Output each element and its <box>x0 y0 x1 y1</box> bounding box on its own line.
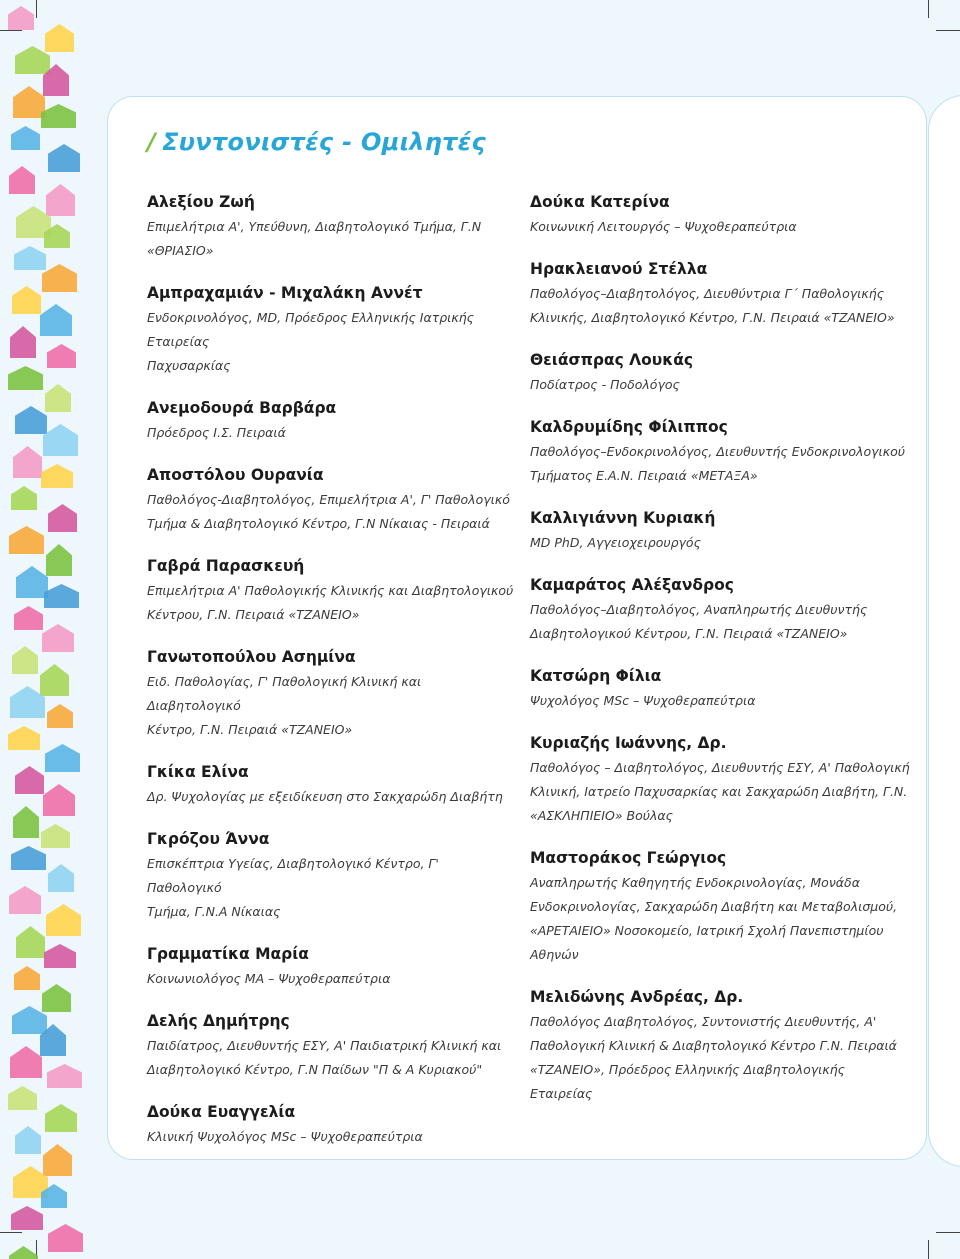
house-shape <box>45 384 71 412</box>
speaker-name: Δούκα Ευαγγελία <box>147 1103 296 1121</box>
house-shape <box>12 646 38 674</box>
house-shape <box>47 344 76 368</box>
speaker-name: Κυριαζής Ιωάννης, Δρ. <box>530 734 727 752</box>
speaker-name: Γκρόζου Άννα <box>147 830 270 848</box>
house-shape <box>42 624 74 652</box>
speaker-entry <box>530 575 910 646</box>
house-shape <box>9 1246 38 1259</box>
house-shape <box>48 504 77 532</box>
house-shape <box>13 806 39 838</box>
house-shape <box>9 166 35 194</box>
house-shape <box>42 264 77 292</box>
speaker-entry <box>147 829 517 924</box>
speaker-affiliation: MD PhD, Αγγειοχειρουργός <box>530 535 701 550</box>
speaker-affiliation: Ενδοκρινολόγος, MD, Πρόεδρος Ελληνικής Ιατρικής Εταιρείας Παχυσαρκίας <box>147 310 475 373</box>
speaker-name: Αποστόλου Ουρανία <box>147 466 324 484</box>
speaker-affiliation: Παθολόγος-Διαβητολόγος, Επιμελήτρια Α', Γ' Παθολογικό Τμήμα & Διαβητολογικό Κέντρο, Γ.Ν Νίκαιας - Πειραιά <box>147 492 510 531</box>
house-shape <box>45 1104 77 1132</box>
speaker-affiliation: Παθολόγος–Διαβητολόγος, Διευθύντρια Γ΄ Παθολογικής Κλινικής, Διαβητολογικό Κέντρο, Γ.Ν. Πειραιά «ΤΖΑΝΕΙΟ» <box>530 286 895 325</box>
speaker-name: Καλλιγιάννη Κυριακή <box>530 509 716 527</box>
house-shape <box>41 464 73 488</box>
speaker-entry <box>147 1102 517 1149</box>
speaker-affiliation: Παθολόγος–Ενδοκρινολόγος, Διευθυντής Ενδοκρινολογικού Τμήματος Ε.Α.Ν. Πειραιά «ΜΕΤΑΞΑ» <box>530 444 905 483</box>
speaker-name: Γκίκα Ελίνα <box>147 763 249 781</box>
house-shape <box>48 144 80 172</box>
speaker-entry <box>147 192 517 263</box>
house-shape <box>10 1046 42 1078</box>
speaker-affiliation: Παθολόγος – Διαβητολόγος, Διευθυντής ΕΣΥ, Α' Παθολογική Κλινική, Ιατρείο Παχυσαρκίας και Σακχαρώδη Διαβήτη, Γ.Ν. «ΑΣΚΛΗΠΙΕΙΟ» Βούλας <box>530 760 910 823</box>
speaker-affiliation: Παθολόγος Διαβητολόγος, Συντονιστής Διευθυντής, Α' Παθολογική Κλινική & Διαβητολογικό Κέντρο Γ.Ν. Πειραιά «ΤΖΑΝΕΙΟ», Πρόεδρος Ελληνικής Διαβητολογικής Εταιρείας <box>530 1014 897 1101</box>
speaker-affiliation: Κλινική Ψυχολόγος MSc – Ψυχοθεραπεύτρια <box>147 1129 423 1144</box>
speaker-name: Ανεμοδουρά Βαρβάρα <box>147 399 337 417</box>
decorative-house-pattern <box>0 0 90 1259</box>
crop-mark <box>928 0 929 18</box>
house-shape <box>14 606 43 630</box>
house-shape <box>43 784 75 816</box>
speaker-name: Γανωτοπούλου Ασημίνα <box>147 648 356 666</box>
house-shape <box>9 526 44 554</box>
speaker-entry <box>530 733 910 828</box>
house-shape <box>11 486 37 510</box>
speakers-right-column <box>530 192 910 1126</box>
title-slash: / <box>147 128 157 156</box>
speaker-affiliation: Επιμελήτρια Α', Υπεύθυνη, Διαβητολογικό Τμήμα, Γ.Ν «ΘΡΙΑΣΙΟ» <box>147 219 482 258</box>
speaker-affiliation: Ψυχολόγος MSc – Ψυχοθεραπεύτρια <box>530 693 756 708</box>
house-shape <box>46 544 72 576</box>
house-shape <box>8 6 34 30</box>
house-shape <box>41 104 76 128</box>
speaker-name: Δούκα Κατερίνα <box>530 193 670 211</box>
house-shape <box>15 766 44 794</box>
speaker-entry <box>147 1011 517 1082</box>
speakers-left-column <box>147 192 517 1169</box>
page-edge-curve <box>928 95 960 1167</box>
house-shape <box>15 406 47 434</box>
speaker-entry <box>530 417 910 488</box>
page-title <box>147 128 486 156</box>
speaker-name: Θειάσπρας Λουκάς <box>530 351 694 369</box>
house-shape <box>46 904 81 936</box>
house-shape <box>8 1086 37 1110</box>
speaker-name: Γαβρά Παρασκευή <box>147 557 305 575</box>
house-shape <box>10 326 36 358</box>
house-shape <box>45 744 80 772</box>
speaker-affiliation: Δρ. Ψυχολογίας με εξειδίκευση στο Σακχαρώδη Διαβήτη <box>147 789 503 804</box>
speaker-affiliation: Κοινωνιολόγος ΜΑ – Ψυχοθεραπεύτρια <box>147 971 391 986</box>
crop-mark <box>928 1240 929 1259</box>
speaker-name: Μελιδώνης Ανδρέας, Δρ. <box>530 988 744 1006</box>
speaker-name: Γραμματίκα Μαρία <box>147 945 309 963</box>
house-shape <box>40 664 69 696</box>
speaker-name: Καμαράτος Αλέξανδρος <box>530 576 734 594</box>
house-shape <box>44 584 79 608</box>
speaker-entry <box>530 192 910 239</box>
house-shape <box>8 726 40 750</box>
house-shape <box>11 1206 43 1230</box>
house-shape <box>43 1144 72 1176</box>
speaker-entry <box>147 647 517 742</box>
speaker-name: Μαστοράκος Γεώργιος <box>530 849 727 867</box>
speaker-affiliation: Ειδ. Παθολογίας, Γ' Παθολογική Κλινική και Διαβητολογικό Κέντρο, Γ.Ν. Πειραιά «ΤΖΑΝΕΙΟ» <box>147 674 422 737</box>
house-shape <box>8 366 43 390</box>
house-shape <box>13 446 42 478</box>
house-shape <box>47 704 73 728</box>
speaker-affiliation: Πρόεδρος Ι.Σ. Πειραιά <box>147 425 286 440</box>
speaker-entry <box>530 666 910 713</box>
house-shape <box>11 846 46 870</box>
speaker-affiliation: Παθολόγος–Διαβητολόγος, Αναπληρωτής Διευθυντής Διαβητολογικού Κέντρου, Γ.Ν. Πειραιά «ΤΖΑΝΕΙΟ» <box>530 602 868 641</box>
house-shape <box>12 1006 47 1034</box>
speaker-entry <box>530 848 910 967</box>
speaker-entry <box>530 350 910 397</box>
speaker-entry <box>530 259 910 330</box>
house-shape <box>40 304 72 336</box>
house-shape <box>15 46 50 74</box>
speaker-affiliation: Επισκέπτρια Υγείας, Διαβητολογικό Κέντρο, Γ' Παθολογικό Τμήμα, Γ.Ν.Α Νίκαιας <box>147 856 439 919</box>
house-shape <box>44 944 76 968</box>
speaker-name: Καλδρυμίδης Φίλιππος <box>530 418 728 436</box>
speaker-name: Ηρακλειανού Στέλλα <box>530 260 708 278</box>
house-shape <box>45 24 74 52</box>
speaker-entry <box>530 508 910 555</box>
speaker-affiliation: Ποδίατρος - Ποδολόγος <box>530 377 680 392</box>
house-shape <box>43 424 78 456</box>
speaker-entry <box>147 283 517 378</box>
speaker-affiliation: Αναπληρωτής Καθηγητής Ενδοκρινολογίας, Μονάδα Ενδοκρινολογίας, Σακχαρώδη Διαβήτη και Μεταβολισμού, «ΑΡΕΤΑΙΕΙΟ» Νοσοκομείο, Ιατρική Σχολή Πανεπιστημίου Αθηνών <box>530 875 898 962</box>
speaker-name: Δελής Δημήτρης <box>147 1012 290 1030</box>
house-shape <box>11 126 40 150</box>
speaker-affiliation: Κοινωνική Λειτουργός – Ψυχοθεραπεύτρια <box>530 219 797 234</box>
speaker-name: Αμπραχαμιάν - Μιχαλάκη Αννέτ <box>147 284 423 302</box>
speaker-name: Αλεξίου Ζωή <box>147 193 255 211</box>
title-text: Συντονιστές - Ομιλητές <box>162 128 486 156</box>
house-shape <box>48 864 74 892</box>
house-shape <box>16 926 45 958</box>
speaker-entry <box>147 465 517 536</box>
house-shape <box>14 246 46 270</box>
house-shape <box>13 86 45 118</box>
crop-mark <box>936 1232 960 1233</box>
house-shape <box>12 286 41 314</box>
house-shape <box>9 886 41 914</box>
house-shape <box>47 1064 82 1088</box>
house-shape <box>14 966 40 990</box>
crop-mark <box>936 30 960 31</box>
house-shape <box>16 566 48 598</box>
house-shape <box>10 686 45 718</box>
house-shape <box>41 824 70 848</box>
speaker-entry <box>147 944 517 991</box>
house-shape <box>46 184 75 216</box>
speaker-affiliation: Επιμελήτρια Α' Παθολογικής Κλινικής και Διαβητολογικού Κέντρου, Γ.Ν. Πειραιά «ΤΖΑΝΕΙΟ» <box>147 583 514 622</box>
speaker-entry <box>147 762 517 809</box>
speaker-entry <box>147 398 517 445</box>
house-shape <box>42 984 71 1012</box>
speaker-affiliation: Παιδίατρος, Διευθυντής ΕΣΥ, Α' Παιδιατρική Κλινική και Διαβητολογικό Κέντρο, Γ.Ν Παίδων "Π & Α Κυριακού" <box>147 1038 502 1077</box>
speaker-entry <box>530 987 910 1106</box>
speaker-name: Κατσώρη Φίλια <box>530 667 662 685</box>
speaker-entry <box>147 556 517 627</box>
house-shape <box>15 1126 41 1154</box>
house-shape <box>48 1224 83 1252</box>
